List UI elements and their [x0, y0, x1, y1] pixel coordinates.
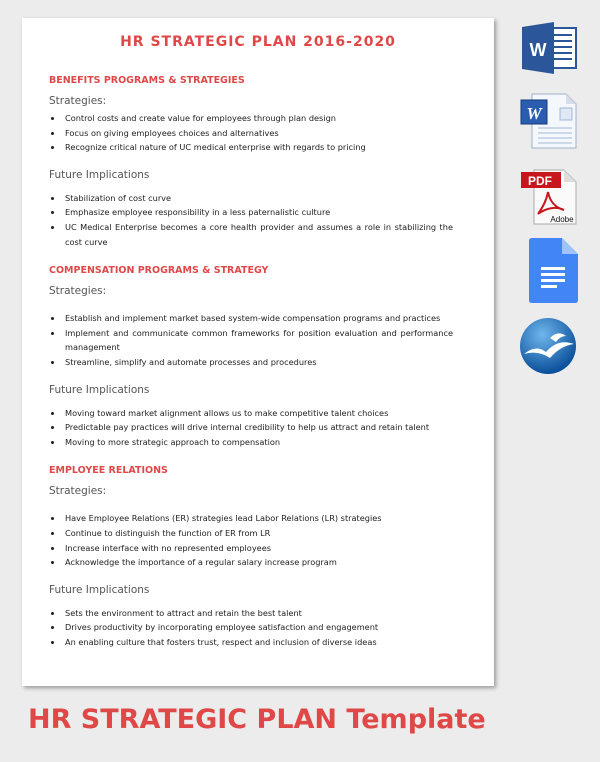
section [49, 75, 453, 265]
list-item: Drives productivity by incorporating employee satisfaction and engagement [49, 620, 453, 635]
future-list [49, 191, 453, 249]
strategies-list [49, 511, 453, 569]
document-content [49, 75, 453, 665]
section-heading: COMPENSATION PROGRAMS & STRATEGY [49, 265, 269, 277]
list-item: Acknowledge the importance of a regular salary increase program [49, 555, 453, 570]
strategies-label: Strategies: [49, 285, 107, 298]
future-implications-label: Future Implications [49, 583, 150, 596]
list-item: Streamline, simplify and automate processes and procedures [49, 355, 453, 370]
list-item: Continue to distinguish the function of ER from LR [49, 526, 453, 541]
strategies-list [49, 111, 453, 155]
svg-text:W: W [526, 104, 542, 123]
future-implications-label: Future Implications [49, 168, 150, 181]
strategies-label: Strategies: [49, 95, 107, 107]
section-heading: BENEFITS PROGRAMS & STRATEGIES [49, 75, 245, 86]
section [49, 265, 453, 465]
list-item: Moving toward market alignment allows us to make competitive talent choices [49, 406, 453, 421]
document-page [22, 18, 494, 686]
svg-text:W: W [529, 40, 547, 60]
list-item: Emphasize employee responsibility in a less paternalistic culture [49, 205, 453, 220]
list-item: Implement and communicate common frameworks for position evaluation and performance management [49, 326, 453, 355]
list-item: Recognize critical nature of UC medical enterprise with regards to pricing [49, 140, 453, 155]
svg-text:PDF: PDF [528, 174, 552, 188]
list-item: Increase interface with no represented employees [49, 541, 453, 556]
list-item: Stabilization of cost curve [49, 191, 453, 206]
svg-text:Adobe: Adobe [550, 215, 574, 224]
footer-title: HR STRATEGIC PLAN Template [28, 704, 486, 735]
future-list [49, 606, 453, 650]
list-item: Moving to more strategic approach to compensation [49, 435, 453, 450]
section-heading: EMPLOYEE RELATIONS [49, 465, 168, 477]
ms-word-icon[interactable] [520, 22, 578, 74]
word-doc-icon[interactable] [520, 92, 578, 150]
openoffice-icon[interactable] [520, 316, 578, 376]
list-item: Establish and implement market based system-wide compensation programs and practices [49, 311, 453, 326]
document-title: HR STRATEGIC PLAN 2016-2020 [120, 34, 396, 50]
list-item: Control costs and create value for employees through plan design [49, 111, 453, 126]
list-item: Focus on giving employees choices and alternatives [49, 126, 453, 141]
list-item: Sets the environment to attract and retain the best talent [49, 606, 453, 621]
list-item: Have Employee Relations (ER) strategies lead Labor Relations (LR) strategies [49, 511, 453, 526]
strategies-label: Strategies: [49, 485, 107, 498]
future-implications-label: Future Implications [49, 383, 150, 396]
google-docs-icon[interactable] [520, 236, 578, 304]
list-item: UC Medical Enterprise becomes a core health provider and assumes a role in stabilizing the cost curve [49, 220, 453, 249]
pdf-icon[interactable] [520, 168, 578, 226]
list-item: Predictable pay practices will drive internal credibility to help us attract and retain talent [49, 420, 453, 435]
strategies-list [49, 311, 453, 369]
section [49, 465, 453, 665]
list-item: An enabling culture that fosters trust, respect and inclusion of diverse ideas [49, 635, 453, 650]
future-list [49, 406, 453, 450]
